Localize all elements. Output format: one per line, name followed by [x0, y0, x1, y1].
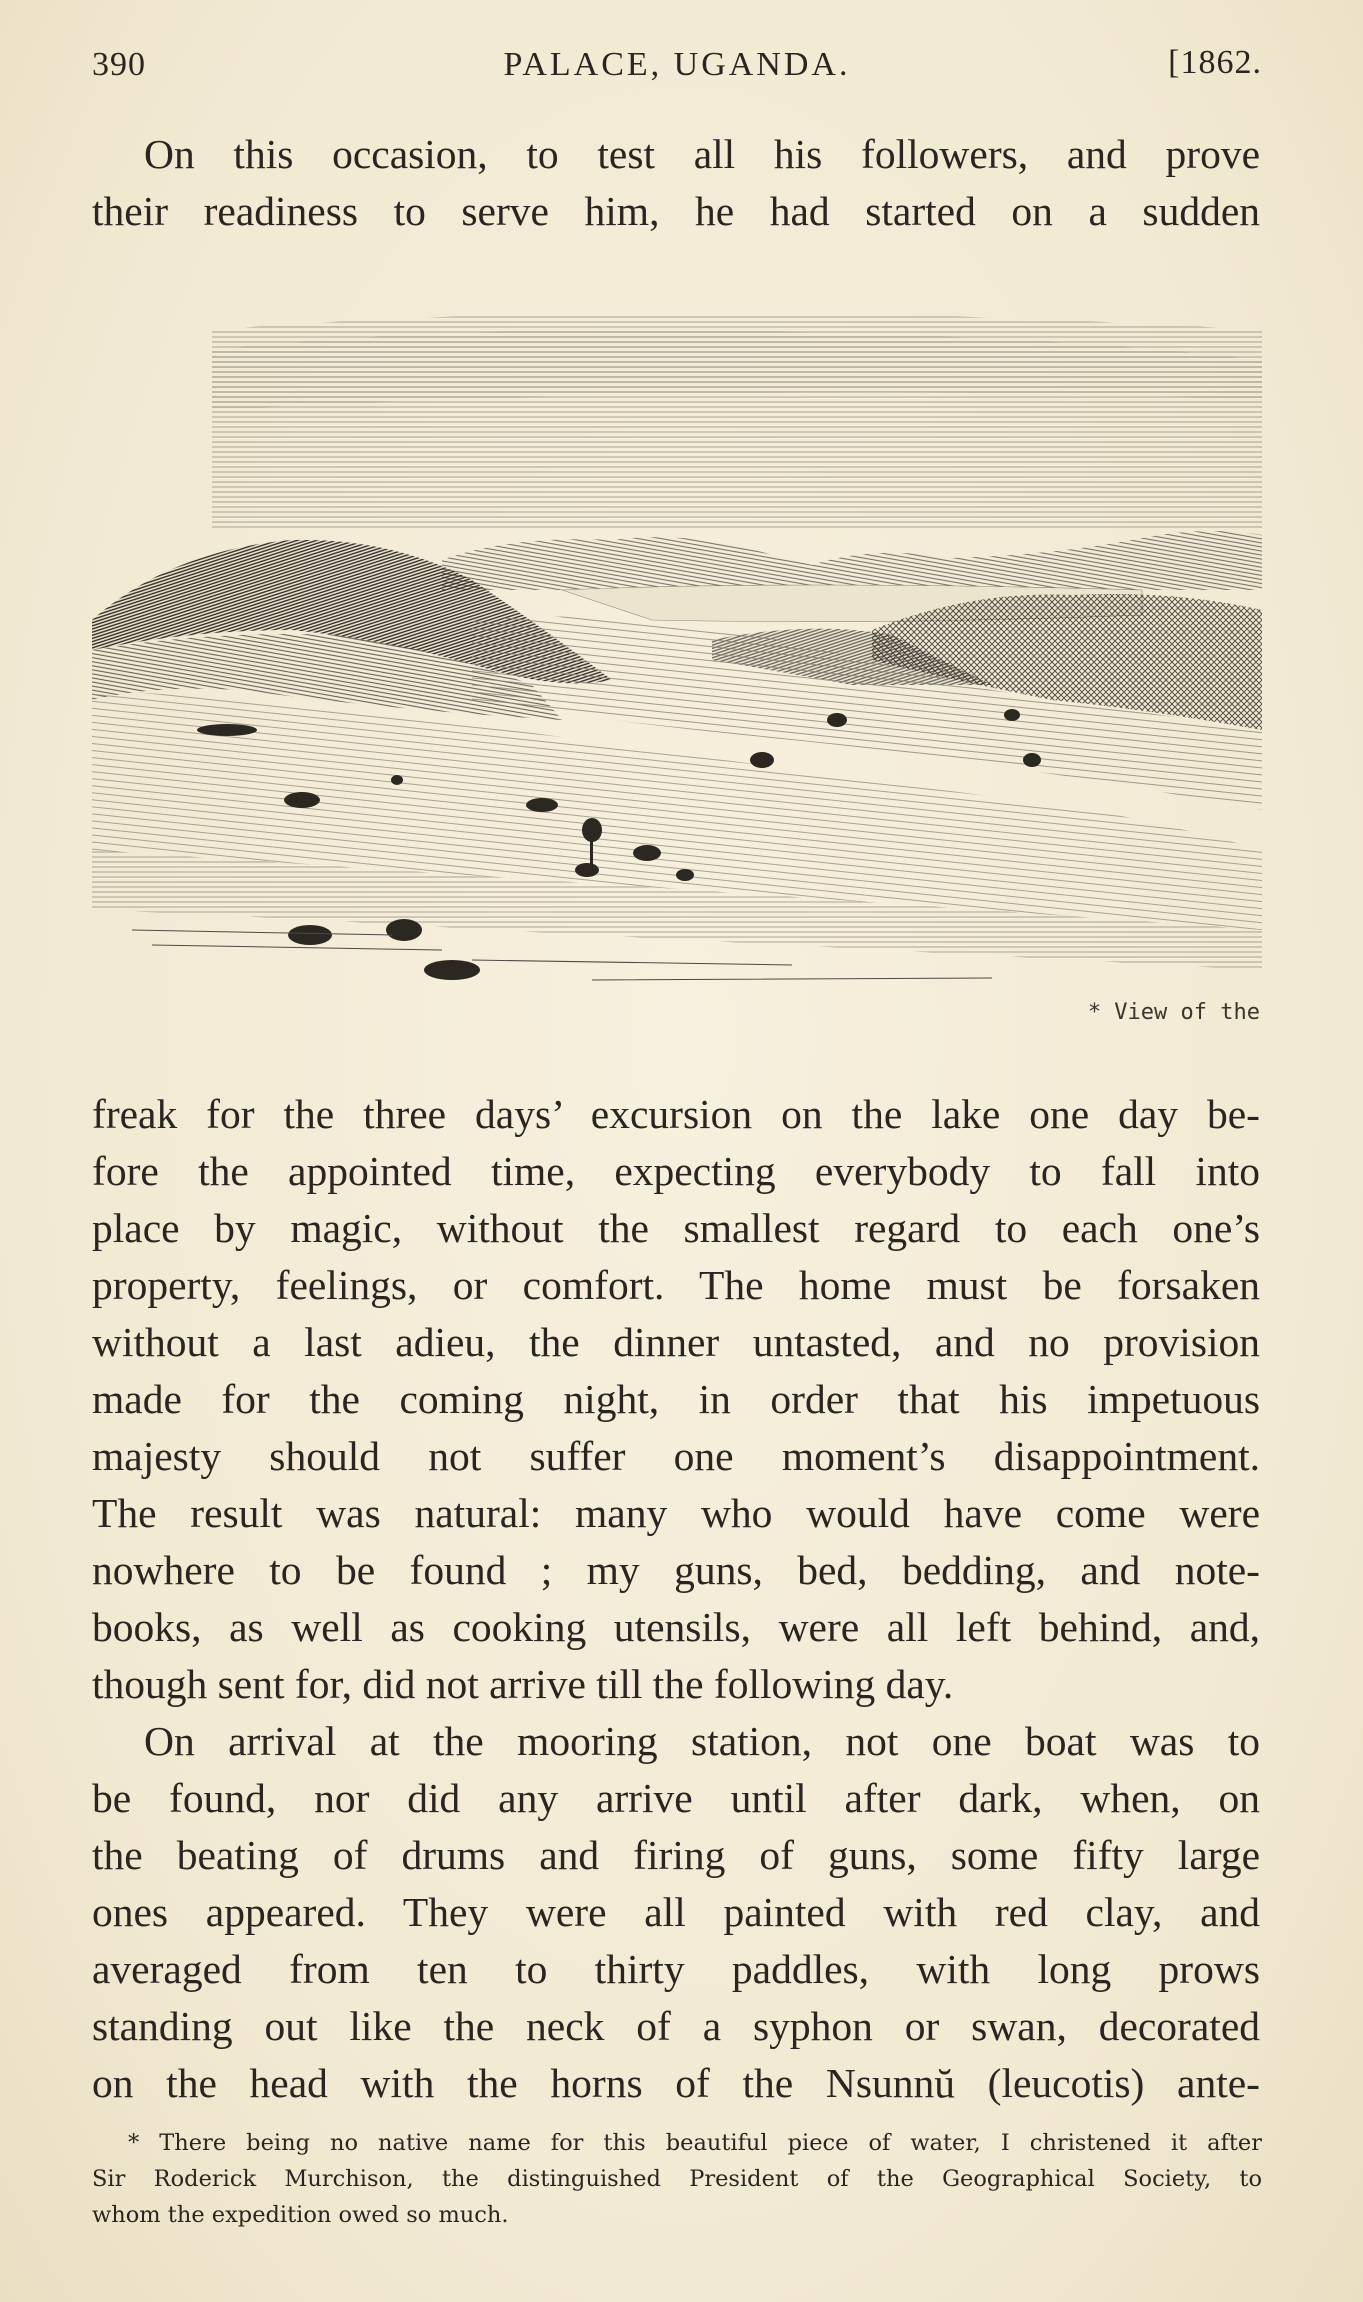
text-line: fore the appointed time, expecting everybody to fall into	[92, 1148, 1260, 1194]
text-line: standing out like the neck of a syphon or swan, decorated	[92, 2003, 1260, 2049]
running-head	[92, 40, 1262, 90]
text-line: made for the coming night, in order that his impetuous	[92, 1376, 1260, 1422]
text-line: On this occasion, to test all his followers, and prove	[144, 131, 1260, 177]
text-line: ones appeared. They were all painted with red clay, and	[92, 1889, 1260, 1935]
text-line: majesty should not suffer one moment’s disappointment.	[92, 1433, 1260, 1479]
footnote-line: * There being no native name for this beautiful piece of water, I christened it after	[128, 2130, 1262, 2156]
lake-landscape-engraving	[92, 290, 1262, 990]
text-line: their readiness to serve him, he had started on a sudden	[92, 188, 1260, 234]
footnote-line: whom the expedition owed so much.	[92, 2202, 509, 2228]
main-text	[92, 1086, 1260, 2112]
text-line: place by magic, without the smallest regard to each one’s	[92, 1205, 1260, 1251]
text-line: On arrival at the mooring station, not one boat was to	[144, 1718, 1260, 1764]
illustration-caption: * View of the	[1087, 1000, 1260, 1025]
page-number: 390	[92, 46, 146, 83]
text-line: be found, nor did any arrive until after dark, when, on	[92, 1775, 1260, 1821]
text-line: freak for the three days’ excursion on the lake one day be-	[92, 1091, 1260, 1137]
text-line: without a last adieu, the dinner untasted, and no provision	[92, 1319, 1260, 1365]
text-line: on the head with the horns of the Nsunnŭ (leucotis) ante-	[92, 2060, 1260, 2106]
running-year: [1862.	[1168, 44, 1262, 81]
footnote	[92, 2125, 1262, 2233]
text-line: books, as well as cooking utensils, were all left behind, and,	[92, 1604, 1260, 1650]
text-line: property, feelings, or comfort. The home must be forsaken	[92, 1262, 1260, 1308]
text-line: The result was natural: many who would have come were	[92, 1490, 1260, 1536]
text-line: nowhere to be found ; my guns, bed, bedding, and note-	[92, 1547, 1260, 1593]
text-line: though sent for, did not arrive till the following day.	[92, 1661, 954, 1707]
top-paragraph	[92, 126, 1260, 240]
running-title: PALACE, UGANDA.	[503, 46, 851, 83]
text-line: averaged from ten to thirty paddles, with long prows	[92, 1946, 1260, 1992]
text-line: the beating of drums and firing of guns, some fifty large	[92, 1832, 1260, 1878]
footnote-line: Sir Roderick Murchison, the distinguished President of the Geographical Society, to	[92, 2166, 1262, 2192]
